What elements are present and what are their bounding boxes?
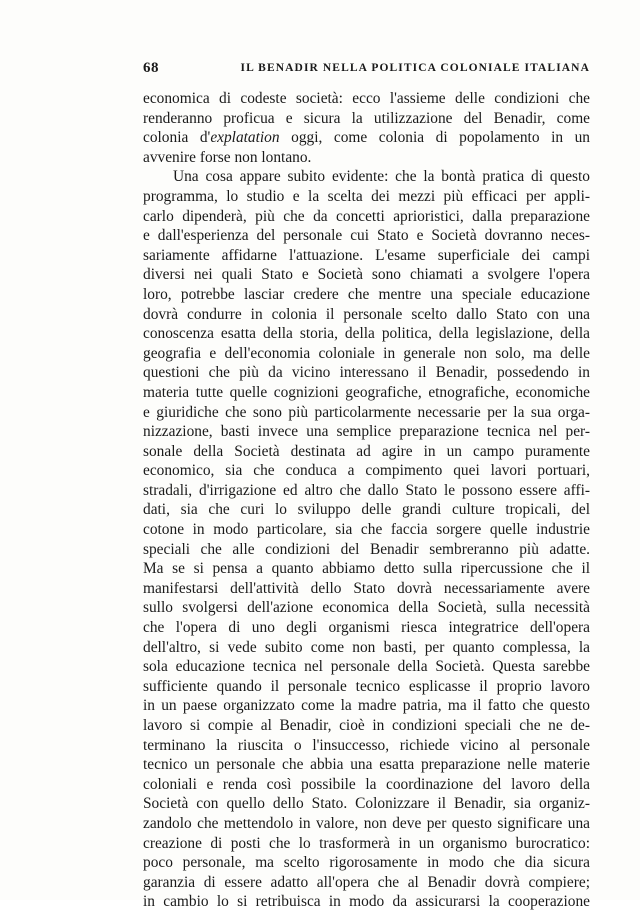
text-line: Società con quello dello Stato. Colonizzare il Benadir, sia organiz- (143, 795, 590, 813)
text-line: geografia e dell'economia coloniale in generale non solo, ma delle (143, 344, 590, 362)
text-line-start: colonia d' (143, 129, 211, 147)
text-line: dovrà condurre in colonia il personale scelto dallo Stato con una (143, 305, 590, 323)
text-line: sufficiente quando il personale tecnico esplicasse il proprio lavoro (143, 677, 590, 695)
text-line: loro, potrebbe lasciar credere che mentre una speciale educazione (143, 285, 590, 303)
text-line: sola educazione tecnica nel personale della Società. Questa sarebbe (143, 658, 590, 676)
text-line: diversi nei quali Stato e Società sono chiamati a svolgere l'opera (143, 266, 590, 284)
text-line-end: oggi, come colonia di popolamento in un (279, 129, 590, 147)
text-line: carlo dipenderà, più che da concetti aprioristici, dalla preparazione (143, 207, 590, 225)
text-line: stradali, d'irrigazione ed altro che dallo Stato le possono essere affi- (143, 481, 590, 499)
running-title: IL BENADIR NELLA POLITICA COLONIALE ITALIANA (240, 62, 590, 74)
text-line: zandolo che mettendolo in valore, non deve per questo significare una (143, 814, 590, 832)
text-line: cotone in modo particolare, sia che faccia sorgere quelle industrie (143, 521, 590, 539)
text-line: terminano la riuscita o l'insuccesso, richiede vicino al personale (143, 736, 590, 754)
text-line: dell'altro, si vede subito come non basti, per quanto complessa, la (143, 638, 590, 656)
text-line: questioni che più da vicino interessano il Benadir, possedendo in (143, 364, 590, 382)
text-line: materia tutte quelle cognizioni geografiche, etnografiche, economiche (143, 383, 590, 401)
text-line: economico, sia che conduca a compimento quei lavori portuari, (143, 462, 590, 480)
text-line: poco personale, ma scelto rigorosamente in modo che dia sicura (143, 854, 590, 872)
text-line: e dall'esperienza del personale cui Stato e Società dovranno neces- (143, 227, 590, 245)
text-line: speciali che alle condizioni del Benadir sembreranno più adatte. (143, 540, 590, 558)
text-line: tecnico un personale che abbia una esatta preparazione nelle materie (143, 756, 590, 774)
text-line: dati, sia che curi lo sviluppo delle grandi culture tropicali, del (143, 501, 590, 519)
page-number: 68 (143, 60, 159, 76)
text-line: sullo svolgersi dell'azione economica della Società, sulla necessità (143, 599, 590, 617)
text-line: Una cosa appare subito evidente: che la bontà pratica di questo (173, 168, 590, 186)
text-line: e giuridiche che sono più particolarmente necessarie per la sua orga- (143, 403, 590, 421)
text-line: lavoro si compie al Benadir, cioè in condizioni speciali che ne de- (143, 717, 590, 734)
text-line: sonale della Società destinata ad agire in un campo puramente (143, 442, 590, 460)
text-line: conoscenza esatta della storia, della politica, della legislazione, della (143, 325, 590, 343)
text-line: creazione di posti che lo trasformerà in un organismo burocratico: (143, 834, 590, 852)
text-line: in un paese organizzato come la madre patria, ma il fatto che questo (143, 697, 590, 715)
text-line: Ma se si pensa a quanto abbiamo detto sulla ripercussione che il (143, 560, 590, 578)
text-line: programma, lo studio e la scelta dei mezzi più efficaci per appli- (143, 187, 590, 205)
text-line: garanzia di essere adatto all'opera che al Benadir dovrà compiere; (143, 873, 590, 891)
text-line: in cambio lo si retribuisca in modo da assicurarsi la cooperazione (143, 893, 590, 911)
text-line: nizzazione, basti invece una semplice preparazione tecnica nel per- (143, 423, 590, 441)
text-line: che l'opera di uno degli organismi riesca integratrice dell'opera (143, 619, 590, 637)
text-line (143, 128, 590, 148)
text-line: avvenire forse non lontano. (143, 148, 312, 166)
italic-term: explatation (210, 129, 280, 147)
text-line: economica di codeste società: ecco l'assieme delle condizioni che (143, 90, 590, 107)
body-text (143, 89, 590, 912)
text-line: manifestarsi dell'attività dello Stato dovrà necessariamente avere (143, 579, 590, 597)
text-line: coloniali e renda così possibile la coordinazione del lavoro della (143, 775, 590, 793)
text-line: renderanno proficua e sicura la utilizzazione del Benadir, come (143, 109, 590, 127)
text-line: sariamente affidarne l'attuazione. L'esame superficiale dei campi (143, 246, 590, 264)
running-head (143, 60, 590, 80)
